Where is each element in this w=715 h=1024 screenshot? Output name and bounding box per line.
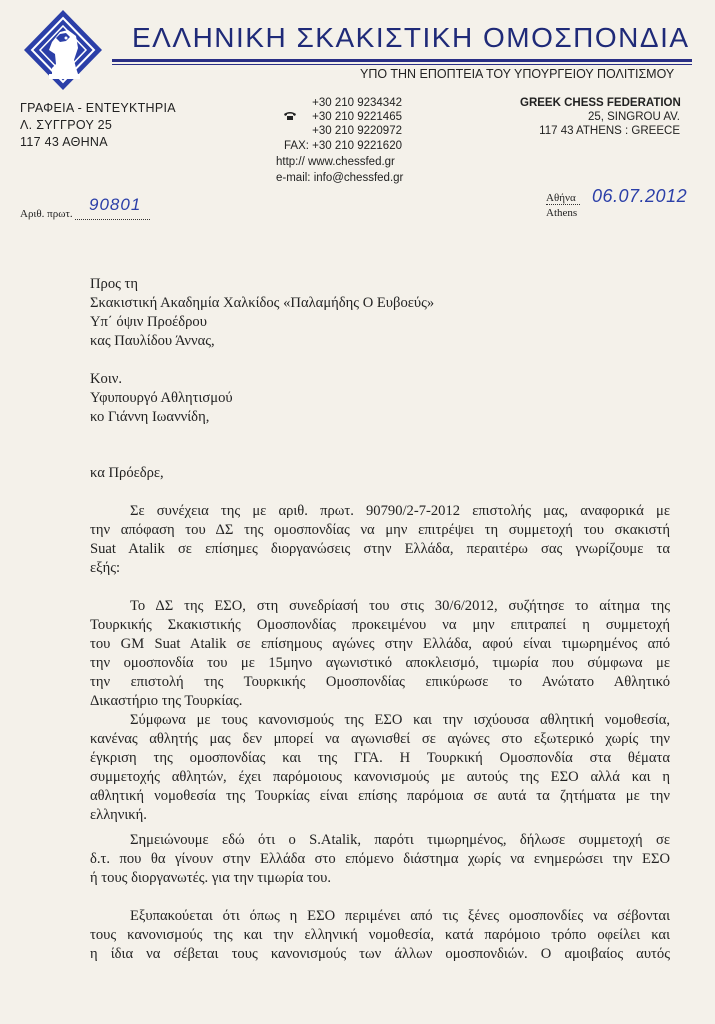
header-rule-thin [112,64,692,65]
phone-line: +30 210 9220972 [312,125,402,138]
date-city-greek: Αθήνα [546,192,580,205]
federation-name-en: GREEK CHESS FEDERATION [520,97,681,109]
paragraph-line: κανένας αθλητής μας δεν μπορεί να αγωνισθεί σε αγώνες στο εξωτερικό χωρίς την [90,731,670,747]
paragraph-line: εξής: [90,560,121,576]
address-line: 117 43 ΑΘΗΝΑ [20,135,108,149]
federation-subtitle: ΥΠΟ ΤΗΝ ΕΠΟΠΤΕΙΑ ΤΟΥ ΥΠΟΥΡΓΕΙΟΥ ΠΟΛΙΤΙΣΜΟΥ [360,67,675,81]
federation-name: ΕΛΛΗΝΙΚΗ ΣΚΑΚΙΣΤΙΚΗ ΟΜΟΣΠΟΝΔΙΑ [132,22,690,53]
paragraph-line: Εξυπακούεται ότι όπως η ΕΣΟ περιμένει από τις ξένες ομοσπονδίες να σέβονται [130,908,670,924]
paragraph-line: την ομοσπονδία του με 15μηνο αγωνιστικό αποκλεισμό, τιμωρία που σύμφωνα με [90,655,670,671]
paragraph-line: Δικαστήριο της Τουρκίας. [90,693,243,709]
paragraph-line: η ίδια να σέβεται τους κανονισμούς των άλλων ομοσπονδιών. Ο αμοιβαίος αυτός [90,946,670,962]
phone-line: +30 210 9221465 [312,111,402,124]
paragraph-line: ή τους διοργανωτές. για την τιμωρία του. [90,870,332,886]
address-line: 25, SINGROU AV. [587,111,680,124]
knight-chess-piece-icon [22,8,104,92]
paragraph-line: δ.τ. που θα γίνουν στην Ελλάδα στο επόμενο διάστημα χωρίς να ενημερώσει την ΕΣΟ [90,851,670,867]
recipient-line: Υπ΄ όψιν Προέδρου [90,314,207,330]
recipient-line: Προς τη [90,276,139,292]
address-greek [20,100,176,151]
address-line: ΓΡΑΦΕΙΑ - ΕΝΤΕΥΚΤΗΡΙΑ [20,101,176,115]
paragraph-line: Σημειώνουμε εδώ ότι ο S.Atalik, παρότι τιμωρημένος, δήλωσε συμμετοχή σε [130,832,670,848]
paragraph-line: την επιστολή της Τουρκικής Ομοσπονδίας επικύρωσε το Ανώτατο Αθλητικό [90,674,670,690]
cc-line: κο Γιάννη Ιωαννίδη, [90,409,210,425]
fax-line: FAX: +30 210 9221620 [284,139,402,152]
protocol-label-text: Αριθ. πρωτ. [20,208,73,220]
paragraph-line: τους κανονισμούς της και την ελληνική νομοθεσία, κατά παρόμοιο τρόπο οφείλει και [90,927,670,943]
date-handwritten: 06.07.2012 [592,186,688,206]
paragraph-line: Τουρκικής Σκακιστικής Ομοσπονδίας προκειμένου να μην επιτραπεί η συμμετοχή [90,617,670,633]
cc-line: Υφυπουργό Αθλητισμού [90,390,233,406]
header-rule-thick [112,59,692,62]
paragraph-line: Το ΔΣ της ΕΣΟ, στη συνεδρίασή του στις 30/6/2012, συζήτησε το αίτημα της [130,598,670,614]
contact-web [276,154,403,186]
salutation: κα Πρόεδρε, [90,465,164,481]
recipient-line: Σκακιστική Ακαδημία Χαλκίδος «Παλαμήδης Ο Ευβοεύς» [90,295,435,311]
paragraph-line: Σε συνέχεια της με αριθ. πρωτ. 90790/2-7-2012 επιστολής μας, αναφορικά με [130,503,670,519]
recipient-line: κας Παυλίδου Άννας, [90,333,215,349]
phone-line: +30 210 9234342 [312,97,402,109]
website-link: http:// www.chessfed.gr [276,156,395,168]
phone-numbers [274,96,402,153]
protocol-number-handwritten: 90801 [89,195,142,214]
paragraph-line: συμμετοχής αθλητών, έχει παρόμοιους κανονισμούς με αυτούς της ΕΣΟ αλλά και η [90,769,670,785]
address-line: 117 43 ATHENS : GREECE [539,125,680,138]
date-city-english: Athens [546,207,578,219]
cc-line: Κοιν. [90,371,123,387]
paragraph-line: αθλητική νομοθεσία της Τουρκίας είναι επίσης παρόμοια σε αυτά τα ζητήματα με την [90,788,670,804]
paragraph-line: έγκριση της ομοσπονδίας και της ΓΓΑ. Η Τουρκική Ομοσπονδία στα θέματα [90,750,670,766]
paragraph-line: του GM Suat Atalik σε επίσημους αγώνες στην Ελλάδα, αφού είναι τιμωρημένος από [90,636,670,652]
paragraph-line: Suat Atalik σε επίσημες διοργανώσεις στην Ελλάδα, περαιτέρω σας γνωρίζουμε τα [90,541,670,557]
address-line: Λ. ΣΥΓΓΡΟΥ 25 [20,118,113,132]
email-link: e-mail: info@chessfed.gr [276,172,404,184]
paragraph-line: ελληνική. [90,807,147,823]
address-english [520,96,680,139]
paragraph-line: την απόφαση του ΔΣ της ομοσπονδίας να μην επιτρέψει τη συμμετοχή του σκακιστή [90,522,670,538]
paragraph-line: Σύμφωνα με τους κανονισμούς της ΕΣΟ και την ισχύουσα αθλητική νομοθεσία, [130,712,670,728]
